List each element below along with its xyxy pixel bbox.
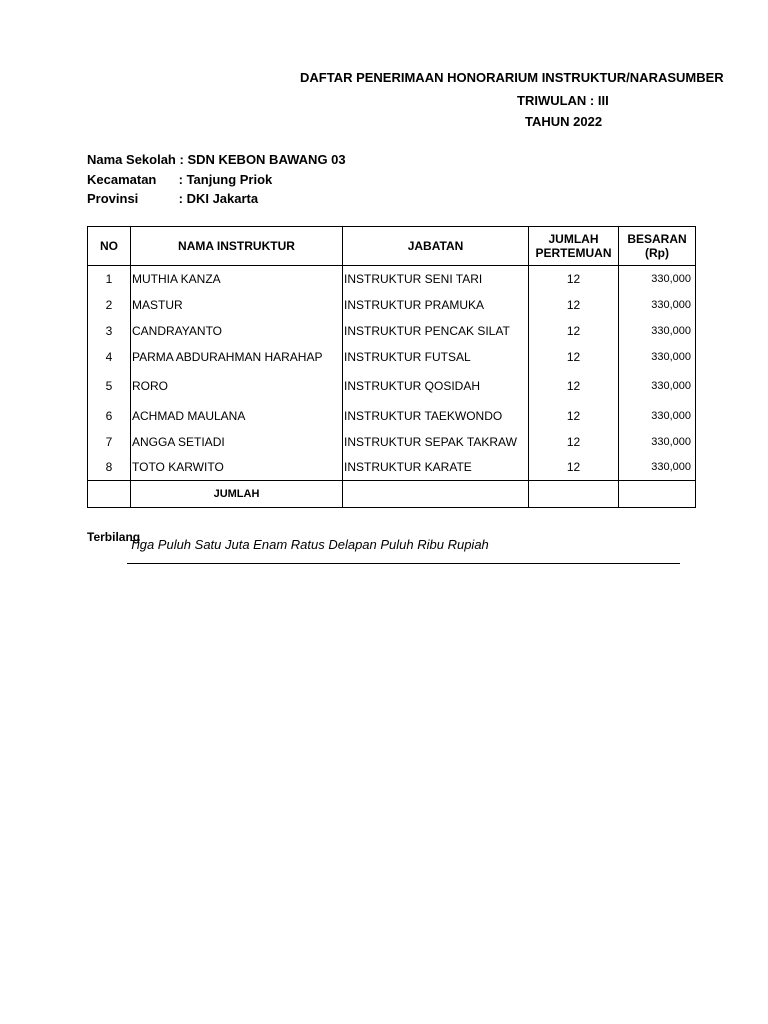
cell-nama: ANGGA SETIADI (131, 429, 343, 455)
cell-nama: RORO (131, 370, 343, 403)
table-row (88, 318, 696, 344)
cell-jabatan: INSTRUKTUR QOSIDAH (343, 370, 529, 403)
header-jumlah-line1: JUMLAH (548, 232, 599, 246)
cell-jabatan: INSTRUKTUR TAEKWONDO (343, 403, 529, 429)
cell-nama: PARMA ABDURAHMAN HARAHAP (131, 344, 343, 370)
info-kecamatan (87, 172, 272, 187)
cell-besaran: 330,000 (619, 370, 696, 403)
header-besaran-line2: (Rp) (645, 246, 669, 260)
cell-no: 7 (88, 429, 131, 455)
cell-no: 5 (88, 370, 131, 403)
cell-besaran: 330,000 (619, 266, 696, 292)
cell-besaran: 330,000 (619, 455, 696, 481)
cell-jabatan: INSTRUKTUR FUTSAL (343, 344, 529, 370)
cell-nama: TOTO KARWITO (131, 455, 343, 481)
cell-besaran: 330,000 (619, 292, 696, 318)
header-jumlah-pertemuan (529, 227, 619, 266)
table-row (88, 403, 696, 429)
header-no: NO (88, 227, 131, 266)
cell-jumlah: 12 (529, 292, 619, 318)
table-row (88, 292, 696, 318)
honorarium-table (87, 226, 696, 508)
cell-nama: MASTUR (131, 292, 343, 318)
cell-jabatan: INSTRUKTUR SENI TARI (343, 266, 529, 292)
header-besaran (619, 227, 696, 266)
cell-jabatan: INSTRUKTUR PRAMUKA (343, 292, 529, 318)
cell-jabatan: INSTRUKTUR KARATE (343, 455, 529, 481)
cell-besaran: 330,000 (619, 429, 696, 455)
total-row (88, 481, 696, 508)
document-title: DAFTAR PENERIMAAN HONORARIUM INSTRUKTUR/NARASUMBER (300, 70, 724, 85)
tahun-label: TAHUN 2022 (525, 114, 603, 129)
cell-jumlah: 12 (529, 403, 619, 429)
cell-nama: CANDRAYANTO (131, 318, 343, 344)
header-besaran-line1: BESARAN (627, 232, 687, 246)
cell-jabatan: INSTRUKTUR SEPAK TAKRAW (343, 429, 529, 455)
cell-jumlah: 12 (529, 266, 619, 292)
triwulan-label: TRIWULAN : III (517, 93, 609, 108)
cell-no: 4 (88, 344, 131, 370)
table-row (88, 344, 696, 370)
cell-jumlah: 12 (529, 370, 619, 403)
cell-no: 8 (88, 455, 131, 481)
cell-jumlah: 12 (529, 318, 619, 344)
cell-besaran: 330,000 (619, 403, 696, 429)
total-label: JUMLAH (131, 481, 343, 508)
terbilang-label: Terbilang (87, 530, 141, 544)
cell-besaran: 330,000 (619, 318, 696, 344)
table-row (88, 429, 696, 455)
total-cell-jabatan (343, 481, 529, 508)
table-row (88, 266, 696, 292)
table-row (88, 370, 696, 403)
table-row (88, 455, 696, 481)
cell-nama: MUTHIA KANZA (131, 266, 343, 292)
cell-no: 1 (88, 266, 131, 292)
cell-jabatan: INSTRUKTUR PENCAK SILAT (343, 318, 529, 344)
table-header-row (88, 227, 696, 266)
info-sekolah (87, 152, 346, 167)
total-cell-no (88, 481, 131, 508)
kecamatan-label: Kecamatan (87, 172, 157, 187)
cell-jumlah: 12 (529, 455, 619, 481)
sekolah-label: Nama Sekolah (87, 152, 176, 167)
provinsi-label: Provinsi (87, 191, 139, 206)
cell-jumlah: 12 (529, 429, 619, 455)
sekolah-value: : SDN KEBON BAWANG 03 (179, 152, 346, 167)
total-cell-jumlah (529, 481, 619, 508)
header-jumlah-line2: PERTEMUAN (535, 246, 612, 260)
cell-no: 2 (88, 292, 131, 318)
header-nama: NAMA INSTRUKTUR (131, 227, 343, 266)
cell-jumlah: 12 (529, 344, 619, 370)
cell-nama: ACHMAD MAULANA (131, 403, 343, 429)
cell-no: 3 (88, 318, 131, 344)
kecamatan-value: : Tanjung Priok (178, 172, 273, 187)
total-cell-besaran (619, 481, 696, 508)
header-jabatan: JABATAN (343, 227, 529, 266)
terbilang-underline (127, 563, 680, 564)
cell-besaran: 330,000 (619, 344, 696, 370)
info-provinsi (87, 191, 258, 206)
provinsi-value: : DKI Jakarta (178, 191, 259, 206)
terbilang-text: Tiga Puluh Satu Juta Enam Ratus Delapan Puluh Ribu Rupiah (129, 537, 489, 552)
cell-no: 6 (88, 403, 131, 429)
